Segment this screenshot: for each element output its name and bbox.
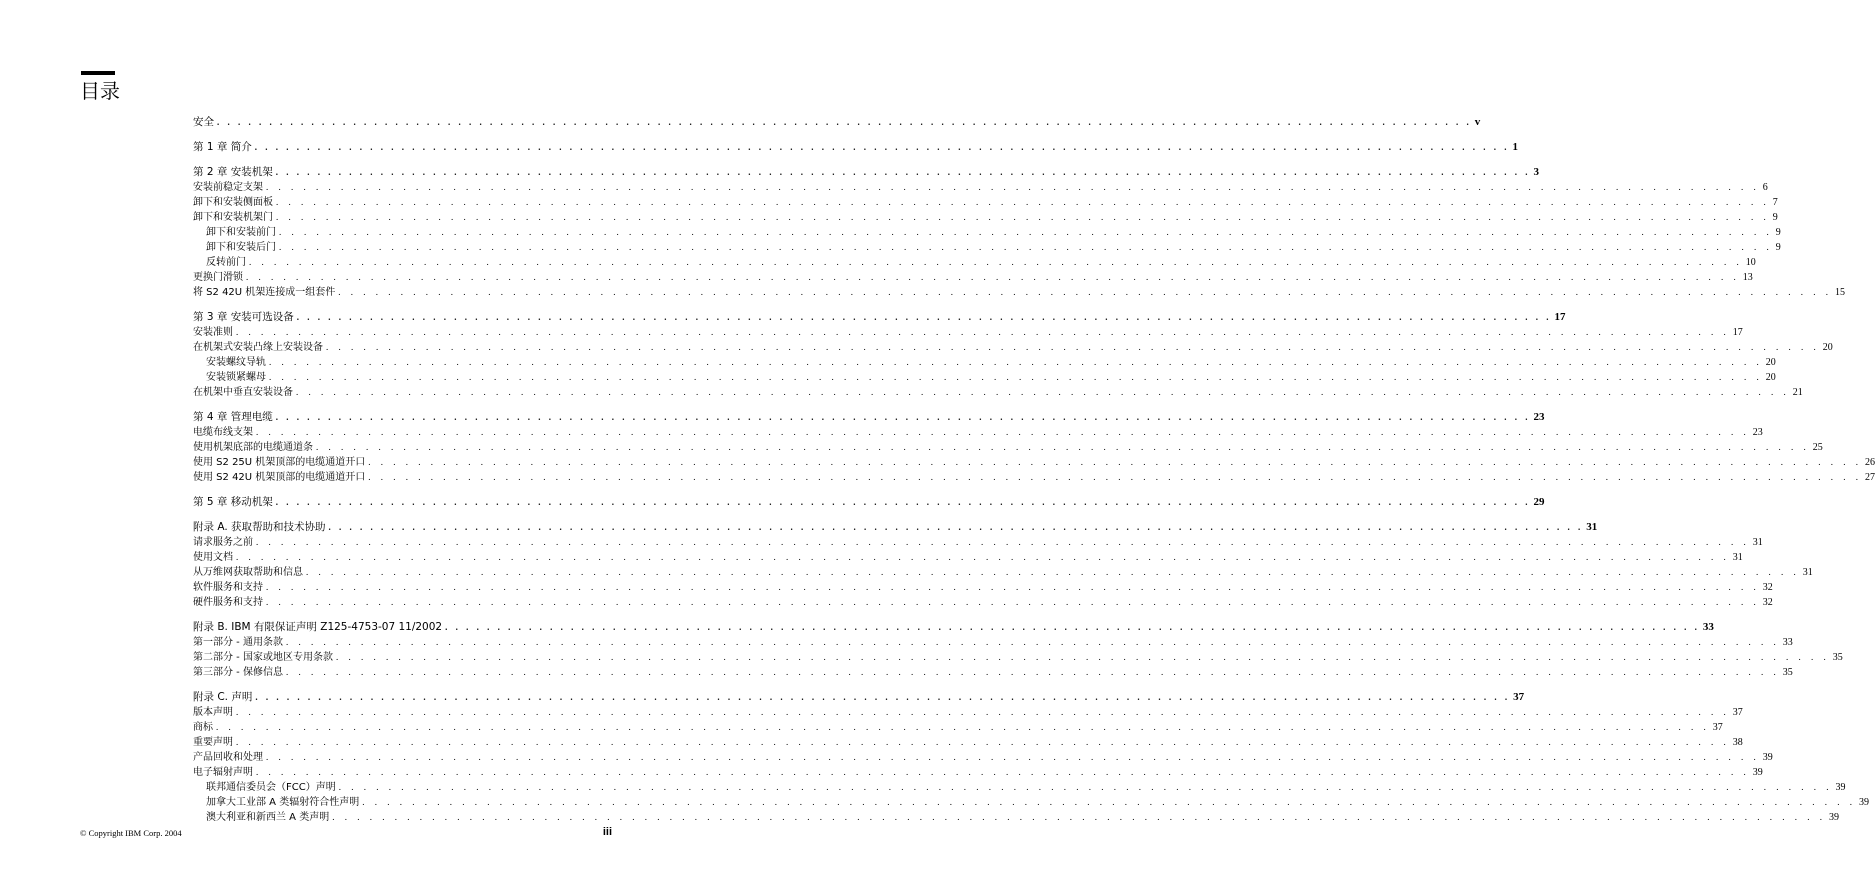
toc-chapter-entry[interactable] (193, 619, 1714, 635)
toc-entry-text: 卸下和安装侧面板 (193, 197, 273, 208)
toc-section-entry[interactable] (193, 285, 1846, 300)
toc-chapter-entry[interactable] (193, 139, 1518, 155)
toc-page-number: 15 (1835, 287, 1846, 298)
toc-subsection-entry[interactable] (193, 370, 1776, 385)
toc-section-entry[interactable] (193, 455, 1875, 470)
toc-section (193, 409, 1875, 485)
toc-page-number: 20 (1822, 342, 1833, 353)
toc-section (193, 494, 1545, 510)
toc-page-number: 32 (1762, 582, 1773, 593)
dot-leader: . . . . . . . . . . . . . . . . . . . . . . . . . . . . . . . . . . . . . . . . . . . . . . . . . . . . . . . . . . . . . . . . . . . . . . . . . . . . . . . . . . . . . . . . . . . . . . . . . . . . . . . . . . . . . . . . . . . . . . . . (266, 182, 1760, 192)
toc-page-number: 17 (1554, 311, 1566, 323)
toc-page-number: 39 (1752, 767, 1763, 778)
toc-section-entry[interactable] (193, 580, 1773, 595)
toc-section-entry[interactable] (193, 210, 1778, 225)
dot-leader: . . . . . . . . . . . . . . . . . . . . . . . . . . . . . . . . . . . . . . . . . . . . . . . . . . . . . . . . . . . . . . . . . . . . . . . . . . . . . . . . . . . . . . . . . . . . . . . . . . . . . . . . . . . . . . . . . . . . . . . . (216, 722, 1710, 732)
toc-entry-text: 第 4 章 管理电缆 (193, 411, 273, 423)
dot-leader: . . . . . . . . . . . . . . . . . . . . . . . . . . . . . . . . . . . . . . . . . . . . . . . . . . . . . . . . . . . . . . . . . . . . . . . . . . . . . . . . . . . . . . . . . . . . . . . . . . . . . . . . . . . . . . . . . . . . . . . . (269, 372, 1763, 382)
toc-section-entry[interactable] (193, 195, 1778, 210)
dot-leader: . . . . . . . . . . . . . . . . . . . . . . . . . . . . . . . . . . . . . . . . . . . . . . . . . . . . . . . . . . . . . . . . . . . . . . . . . . . . . . . . . . . . . . . . . . . . . . . . . . . . . . . . . . . . . . . . . . . . . . . . (368, 457, 1863, 467)
toc-section (193, 309, 1833, 400)
toc-section (193, 114, 1481, 130)
toc-page-number: 9 (1775, 227, 1781, 238)
toc-page-number: 23 (1752, 427, 1763, 438)
dot-leader: . . . . . . . . . . . . . . . . . . . . . . . . . . . . . . . . . . . . . . . . . . . . . . . . . . . . . . . . . . . . . . . . . . . . . . . . . . . . . . . . . . . . . . . . . . . . . . . . . . . . . . . . . . . . . . . . . . . . . . . . (254, 142, 1510, 152)
toc-page-number: 20 (1765, 372, 1776, 383)
toc-entry-text: 联邦通信委员会（FCC）声明 (206, 782, 336, 793)
dot-leader: . . . . . . . . . . . . . . . . . . . . . . . . . . . . . . . . . . . . . . . . . . . . . . . . . . . . . . . . . . . . . . . . . . . . . . . . . . . . . . . . . . . . . . . . . . . . . . . . . . . . . . . . . . . . . . . . . . . . . . . . (275, 497, 1531, 507)
dot-leader: . . . . . . . . . . . . . . . . . . . . . . . . . . . . . . . . . . . . . . . . . . . . . . . . . . . . . . . . . . . . . . . . . . . . . . . . . . . . . . . . . . . . . . . . . . . . . . . . . . . . . . . . . . . . . . . . . . . . . . . . (249, 257, 1743, 267)
dot-leader: . . . . . . . . . . . . . . . . . . . . . . . . . . . . . . . . . . . . . . . . . . . . . . . . . . . . . . . . . . . . . . . . . . . . . . . . . . . . . . . . . . . . . . . . . . . . . . . . . . . . . . . . . . . . . . . . . . . . . . . . (335, 652, 1830, 662)
dot-leader: . . . . . . . . . . . . . . . . . . . . . . . . . . . . . . . . . . . . . . . . . . . . . . . . . . . . . . . . . . . . . . . . . . . . . . . . . . . . . . . . . . . . . . . . . . . . . . . . . . . . . . . . . . . . . . . . . . . . . . . . (276, 212, 1770, 222)
toc-entry-text: 附录 B. IBM 有限保证声明 Z125-4753-07 11/2002 (193, 621, 443, 633)
toc-page-number: 39 (1858, 797, 1869, 808)
dot-leader: . . . . . . . . . . . . . . . . . . . . . . . . . . . . . . . . . . . . . . . . . . . . . . . . . . . . . . . . . . . . . . . . . . . . . . . . . . . . . . . . . . . . . . . . . . . . . . . . . . . . . . . . . . . . . . . . . . . . . . . . (269, 357, 1763, 367)
toc-section-entry[interactable] (193, 650, 1843, 665)
toc-chapter-entry[interactable] (193, 409, 1545, 425)
toc-page-number: 27 (1865, 472, 1875, 483)
dot-leader: . . . . . . . . . . . . . . . . . . . . . . . . . . . . . . . . . . . . . . . . . . . . . . . . . . . . . . . . . . . . . . . . . . . . . . . . . . . . . . . . . . . . . . . . . . . . . . . . . . . . . . . . . . . . . . . . . . . . . . . . (306, 567, 1800, 577)
dot-leader: . . . . . . . . . . . . . . . . . . . . . . . . . . . . . . . . . . . . . . . . . . . . . . . . . . . . . . . . . . . . . . . . . . . . . . . . . . . . . . . . . . . . . . . . . . . . . . . . . . . . . . . . . . . . . . . . . . . . . . . . (368, 472, 1863, 482)
dot-leader: . . . . . . . . . . . . . . . . . . . . . . . . . . . . . . . . . . . . . . . . . . . . . . . . . . . . . . . . . . . . . . . . . . . . . . . . . . . . . . . . . . . . . . . . . . . . . . . . . . . . . . . . . . . . . . . . . . . . . . . . (279, 227, 1773, 237)
toc-page-number: 21 (1792, 387, 1803, 398)
dot-leader: . . . . . . . . . . . . . . . . . . . . . . . . . . . . . . . . . . . . . . . . . . . . . . . . . . . . . . . . . . . . . . . . . . . . . . . . . . . . . . . . . . . . . . . . . . . . . . . . . . . . . . . . . . . . . . . . . . . . . . . . (266, 752, 1760, 762)
toc-page-number: 20 (1765, 357, 1776, 368)
toc-page-number: 37 (1732, 707, 1743, 718)
toc-page-number: 26 (1865, 457, 1875, 468)
toc-section-entry[interactable] (193, 440, 1823, 455)
dot-leader: . . . . . . . . . . . . . . . . . . . . . . . . . . . . . . . . . . . . . . . . . . . . . . . . . . . . . . . . . . . . . . . . . . . . . . . . . . . . . . . . . . . . . . . . . . . . . . . . . . . . . . . . . . . . . . . . . . . . . . . . (256, 767, 1750, 777)
toc-entry-text: 软件服务和支持 (193, 582, 263, 593)
dot-leader: . . . . . . . . . . . . . . . . . . . . . . . . . . . . . . . . . . . . . . . . . . . . . . . . . . . . . . . . . . . . . . . . . . . . . . . . . . . . . . . . . . . . . . . . . . . . . . . . . . . . . . . . . . . . . . . . . . . . . . . . (276, 197, 1770, 207)
toc-page-number: 33 (1782, 637, 1793, 648)
toc-entry-text: 使用机架底部的电缆通道条 (193, 442, 313, 453)
toc-section-entry[interactable] (193, 735, 1743, 750)
toc-page-number: 6 (1762, 182, 1768, 193)
toc-section-entry[interactable] (193, 535, 1763, 550)
toc-subsection-entry[interactable] (193, 255, 1756, 270)
toc-section (193, 519, 1813, 610)
dot-leader: . . . . . . . . . . . . . . . . . . . . . . . . . . . . . . . . . . . . . . . . . . . . . . . . . . . . . . . . . . . . . . . . . . . . . . . . . . . . . . . . . . . . . . . . . . . . . . . . . . . . . . . . . . . . . . . . . . . . . . . . (275, 412, 1531, 422)
toc-page-number: 33 (1702, 621, 1714, 633)
toc-entry-text: 安装前稳定支架 (193, 182, 263, 193)
toc-section-entry[interactable] (193, 270, 1753, 285)
toc-section-entry[interactable] (193, 635, 1793, 650)
toc-page-number: 31 (1752, 537, 1763, 548)
toc-entry-text: 安装螺纹导轨 (206, 357, 266, 368)
toc-page-number: 25 (1812, 442, 1823, 453)
dot-leader: . . . . . . . . . . . . . . . . . . . . . . . . . . . . . . . . . . . . . . . . . . . . . . . . . . . . . . . . . . . . . . . . . . . . . . . . . . . . . . . . . . . . . . . . . . . . . . . . . . . . . . . . . . . . . . . . . . . . . . . . (236, 552, 1730, 562)
toc-page-number: 39 (1828, 812, 1839, 823)
toc-entry-text: 第一部分 - 通用条款 (193, 637, 283, 648)
toc-page-number: 37 (1712, 722, 1723, 733)
dot-leader: . . . . . . . . . . . . . . . . . . . . . . . . . . . . . . . . . . . . . . . . . . . . . . . . . . . . . . . . . . . . . . . . . . . . . . . . . . . . . . . . . . . . . . . . . . . . . . . . . . . . . . . . . . . . . . . . . . . . . . . . (246, 272, 1740, 282)
dot-leader: . . . . . . . . . . . . . . . . . . . . . . . . . . . . . . . . . . . . . . . . . . . . . . . . . . . . . . . . . . . . . . . . . . . . . . . . . . . . . . . . . . . . . . . . . . . . . . . . . . . . . . . . . . . . . . . . . . . . . . . . (296, 387, 1790, 397)
toc-entry-text: 卸下和安装后门 (206, 242, 276, 253)
toc-page-number: 17 (1732, 327, 1743, 338)
toc-entry-text: 在机架中垂直安装设备 (193, 387, 293, 398)
toc-page-number: 10 (1745, 257, 1756, 268)
toc-entry-text: 第 1 章 简介 (193, 141, 252, 153)
toc-page-number: v (1474, 116, 1481, 128)
toc-subsection-entry[interactable] (193, 225, 1781, 240)
toc-entry-text: 版本声明 (193, 707, 233, 718)
toc-entry-text: 第 2 章 安装机架 (193, 166, 273, 178)
toc-page-number: 29 (1533, 496, 1545, 508)
toc-entry-text: 产品回收和处理 (193, 752, 263, 763)
copyright-notice: © Copyright IBM Corp. 2004 (80, 828, 182, 838)
toc-entry-text: 电子辐射声明 (193, 767, 253, 778)
table-of-contents (193, 114, 1875, 834)
toc-subsection-entry[interactable] (193, 795, 1869, 810)
dot-leader: . . . . . . . . . . . . . . . . . . . . . . . . . . . . . . . . . . . . . . . . . . . . . . . . . . . . . . . . . . . . . . . . . . . . . . . . . . . . . . . . . . . . . . . . . . . . . . . . . . . . . . . . . . . . . . . . . . . . . . . . (217, 117, 1472, 127)
toc-page-number: 35 (1832, 652, 1843, 663)
dot-leader: . . . . . . . . . . . . . . . . . . . . . . . . . . . . . . . . . . . . . . . . . . . . . . . . . . . . . . . . . . . . . . . . . . . . . . . . . . . . . . . . . . . . . . . . . . . . . . . . . . . . . . . . . . . . . . . . . . . . . . . . (362, 797, 1856, 807)
toc-section (193, 164, 1846, 300)
dot-leader: . . . . . . . . . . . . . . . . . . . . . . . . . . . . . . . . . . . . . . . . . . . . . . . . . . . . . . . . . . . . . . . . . . . . . . . . . . . . . . . . . . . . . . . . . . . . . . . . . . . . . . . . . . . . . . . . . . . . . . . . (279, 242, 1773, 252)
dot-leader: . . . . . . . . . . . . . . . . . . . . . . . . . . . . . . . . . . . . . . . . . . . . . . . . . . . . . . . . . . . . . . . . . . . . . . . . . . . . . . . . . . . . . . . . . . . . . . . . . . . . . . . . . . . . . . . . . . . . . . . . (316, 442, 1810, 452)
toc-entry-text: 从万维网获取帮助和信息 (193, 567, 303, 578)
toc-section-entry[interactable] (193, 470, 1875, 485)
toc-subsection-entry[interactable] (193, 780, 1846, 795)
toc-section-entry[interactable] (193, 665, 1793, 680)
toc-subsection-entry[interactable] (193, 355, 1776, 370)
toc-entry-text: 第 5 章 移动机架 (193, 496, 273, 508)
dot-leader: . . . . . . . . . . . . . . . . . . . . . . . . . . . . . . . . . . . . . . . . . . . . . . . . . . . . . . . . . . . . . . . . . . . . . . . . . . . . . . . . . . . . . . . . . . . . . . . . . . . . . . . . . . . . . . . . . . . . . . . . (266, 582, 1760, 592)
page-title: 目录 (80, 79, 120, 103)
dot-leader: . . . . . . . . . . . . . . . . . . . . . . . . . . . . . . . . . . . . . . . . . . . . . . . . . . . . . . . . . . . . . . . . . . . . . . . . . . . . . . . . . . . . . . . . . . . . . . . . . . . . . . . . . . . . . . . . . . . . . . . . (285, 667, 1780, 677)
dot-leader: . . . . . . . . . . . . . . . . . . . . . . . . . . . . . . . . . . . . . . . . . . . . . . . . . . . . . . . . . . . . . . . . . . . . . . . . . . . . . . . . . . . . . . . . . . . . . . . . . . . . . . . . . . . . . . . . . . . . . . . . (236, 707, 1730, 717)
toc-chapter-entry[interactable] (193, 519, 1598, 535)
toc-entry-text: 第二部分 - 国家或地区专用条款 (193, 652, 333, 663)
toc-section-entry[interactable] (193, 595, 1773, 610)
toc-chapter-entry[interactable] (193, 114, 1481, 130)
toc-page-number: 13 (1742, 272, 1753, 283)
toc-section-entry[interactable] (193, 340, 1833, 355)
toc-section-entry[interactable] (193, 565, 1813, 580)
dot-leader: . . . . . . . . . . . . . . . . . . . . . . . . . . . . . . . . . . . . . . . . . . . . . . . . . . . . . . . . . . . . . . . . . . . . . . . . . . . . . . . . . . . . . . . . . . . . . . . . . . . . . . . . . . . . . . . . . . . . . . . . (296, 312, 1552, 322)
toc-entry-text: 硬件服务和支持 (193, 597, 263, 608)
toc-page-number: 3 (1533, 166, 1539, 178)
dot-leader: . . . . . . . . . . . . . . . . . . . . . . . . . . . . . . . . . . . . . . . . . . . . . . . . . . . . . . . . . . . . . . . . . . . . . . . . . . . . . . . . . . . . . . . . . . . . . . . . . . . . . . . . . . . . . . . . . . . . . . . . (256, 427, 1750, 437)
toc-page-number: 7 (1772, 197, 1778, 208)
toc-subsection-entry[interactable] (193, 240, 1781, 255)
toc-entry-text: 将 S2 42U 机架连接成一组套件 (193, 287, 336, 298)
toc-entry-text: 重要声明 (193, 737, 233, 748)
toc-entry-text: 澳大利亚和新西兰 A 类声明 (206, 812, 330, 823)
dot-leader: . . . . . . . . . . . . . . . . . . . . . . . . . . . . . . . . . . . . . . . . . . . . . . . . . . . . . . . . . . . . . . . . . . . . . . . . . . . . . . . . . . . . . . . . . . . . . . . . . . . . . . . . . . . . . . . . . . . . . . . . (328, 522, 1584, 532)
toc-section-entry[interactable] (193, 180, 1768, 195)
toc-page-number: 9 (1775, 242, 1781, 253)
toc-page-number: 9 (1772, 212, 1778, 223)
toc-page-number: 39 (1835, 782, 1846, 793)
toc-page-number: 31 (1732, 552, 1743, 563)
toc-entry-text: 安全 (193, 116, 214, 128)
toc-entry-text: 使用文档 (193, 552, 233, 563)
toc-entry-text: 第 3 章 安装可选设备 (193, 311, 294, 323)
dot-leader: . . . . . . . . . . . . . . . . . . . . . . . . . . . . . . . . . . . . . . . . . . . . . . . . . . . . . . . . . . . . . . . . . . . . . . . . . . . . . . . . . . . . . . . . . . . . . . . . . . . . . . . . . . . . . . . . . . . . . . . . (338, 782, 1833, 792)
toc-page-number: 31 (1586, 521, 1598, 533)
toc-page-number: 23 (1533, 411, 1545, 423)
toc-entry-text: 请求服务之前 (193, 537, 253, 548)
toc-chapter-entry[interactable] (193, 494, 1545, 510)
toc-section-entry[interactable] (193, 550, 1743, 565)
toc-page-number: 39 (1762, 752, 1773, 763)
toc-entry-text: 使用 S2 42U 机架顶部的电缆通道开口 (193, 472, 366, 483)
toc-section (193, 689, 1869, 825)
toc-entry-text: 安装锁紧螺母 (206, 372, 266, 383)
title-rule (81, 71, 115, 75)
dot-leader: . . . . . . . . . . . . . . . . . . . . . . . . . . . . . . . . . . . . . . . . . . . . . . . . . . . . . . . . . . . . . . . . . . . . . . . . . . . . . . . . . . . . . . . . . . . . . . . . . . . . . . . . . . . . . . . . . . . . . . . . (236, 327, 1730, 337)
dot-leader: . . . . . . . . . . . . . . . . . . . . . . . . . . . . . . . . . . . . . . . . . . . . . . . . . . . . . . . . . . . . . . . . . . . . . . . . . . . . . . . . . . . . . . . . . . . . . . . . . . . . . . . . . . . . . . . . . . . . . . . . (445, 622, 1700, 632)
toc-section-entry[interactable] (193, 425, 1763, 440)
toc-chapter-entry[interactable] (193, 164, 1539, 180)
toc-section-entry[interactable] (193, 325, 1743, 340)
toc-entry-text: 使用 S2 25U 机架顶部的电缆通道开口 (193, 457, 366, 468)
dot-leader: . . . . . . . . . . . . . . . . . . . . . . . . . . . . . . . . . . . . . . . . . . . . . . . . . . . . . . . . . . . . . . . . . . . . . . . . . . . . . . . . . . . . . . . . . . . . . . . . . . . . . . . . . . . . . . . . . . . . . . . . (338, 287, 1833, 297)
toc-entry-text: 加拿大工业部 A 类辐射符合性声明 (206, 797, 360, 808)
dot-leader: . . . . . . . . . . . . . . . . . . . . . . . . . . . . . . . . . . . . . . . . . . . . . . . . . . . . . . . . . . . . . . . . . . . . . . . . . . . . . . . . . . . . . . . . . . . . . . . . . . . . . . . . . . . . . . . . . . . . . . . . (256, 537, 1750, 547)
toc-entry-text: 在机架式安装凸缘上安装设备 (193, 342, 323, 353)
toc-entry-text: 卸下和安装前门 (206, 227, 276, 238)
toc-entry-text: 更换门滑锁 (193, 272, 243, 283)
toc-entry-text: 电缆布线支架 (193, 427, 253, 438)
toc-section (193, 619, 1843, 680)
toc-section-entry[interactable] (193, 750, 1773, 765)
toc-page-number: 38 (1732, 737, 1743, 748)
toc-subsection-entry[interactable] (193, 810, 1839, 825)
toc-entry-text: 卸下和安装机架门 (193, 212, 273, 223)
dot-leader: . . . . . . . . . . . . . . . . . . . . . . . . . . . . . . . . . . . . . . . . . . . . . . . . . . . . . . . . . . . . . . . . . . . . . . . . . . . . . . . . . . . . . . . . . . . . . . . . . . . . . . . . . . . . . . . . . . . . . . . . (266, 597, 1760, 607)
toc-page-number: 1 (1512, 141, 1518, 153)
toc-section-entry[interactable] (193, 705, 1743, 720)
toc-page-number: 32 (1762, 597, 1773, 608)
dot-leader: . . . . . . . . . . . . . . . . . . . . . . . . . . . . . . . . . . . . . . . . . . . . . . . . . . . . . . . . . . . . . . . . . . . . . . . . . . . . . . . . . . . . . . . . . . . . . . . . . . . . . . . . . . . . . . . . . . . . . . . . (275, 167, 1531, 177)
toc-entry-text: 反转前门 (206, 257, 246, 268)
toc-section-entry[interactable] (193, 765, 1763, 780)
page-number: iii (602, 826, 612, 838)
toc-entry-text: 附录 A. 获取帮助和技术协助 (193, 521, 326, 533)
toc-entry-text: 附录 C. 声明 (193, 691, 253, 703)
dot-leader: . . . . . . . . . . . . . . . . . . . . . . . . . . . . . . . . . . . . . . . . . . . . . . . . . . . . . . . . . . . . . . . . . . . . . . . . . . . . . . . . . . . . . . . . . . . . . . . . . . . . . . . . . . . . . . . . . . . . . . . . (326, 342, 1820, 352)
dot-leader: . . . . . . . . . . . . . . . . . . . . . . . . . . . . . . . . . . . . . . . . . . . . . . . . . . . . . . . . . . . . . . . . . . . . . . . . . . . . . . . . . . . . . . . . . . . . . . . . . . . . . . . . . . . . . . . . . . . . . . . . (285, 637, 1780, 647)
toc-section-entry[interactable] (193, 385, 1803, 400)
toc-section (193, 139, 1518, 155)
toc-chapter-entry[interactable] (193, 309, 1566, 325)
dot-leader: . . . . . . . . . . . . . . . . . . . . . . . . . . . . . . . . . . . . . . . . . . . . . . . . . . . . . . . . . . . . . . . . . . . . . . . . . . . . . . . . . . . . . . . . . . . . . . . . . . . . . . . . . . . . . . . . . . . . . . . . (332, 812, 1826, 822)
dot-leader: . . . . . . . . . . . . . . . . . . . . . . . . . . . . . . . . . . . . . . . . . . . . . . . . . . . . . . . . . . . . . . . . . . . . . . . . . . . . . . . . . . . . . . . . . . . . . . . . . . . . . . . . . . . . . . . . . . . . . . . . (236, 737, 1730, 747)
toc-page-number: 35 (1782, 667, 1793, 678)
toc-entry-text: 第三部分 - 保修信息 (193, 667, 283, 678)
toc-entry-text: 商标 (193, 722, 213, 733)
toc-page-number: 37 (1513, 691, 1525, 703)
toc-entry-text: 安装准则 (193, 327, 233, 338)
dot-leader: . . . . . . . . . . . . . . . . . . . . . . . . . . . . . . . . . . . . . . . . . . . . . . . . . . . . . . . . . . . . . . . . . . . . . . . . . . . . . . . . . . . . . . . . . . . . . . . . . . . . . . . . . . . . . . . . . . . . . . . . (255, 692, 1511, 702)
toc-chapter-entry[interactable] (193, 689, 1525, 705)
toc-section-entry[interactable] (193, 720, 1723, 735)
toc-page-number: 31 (1802, 567, 1813, 578)
